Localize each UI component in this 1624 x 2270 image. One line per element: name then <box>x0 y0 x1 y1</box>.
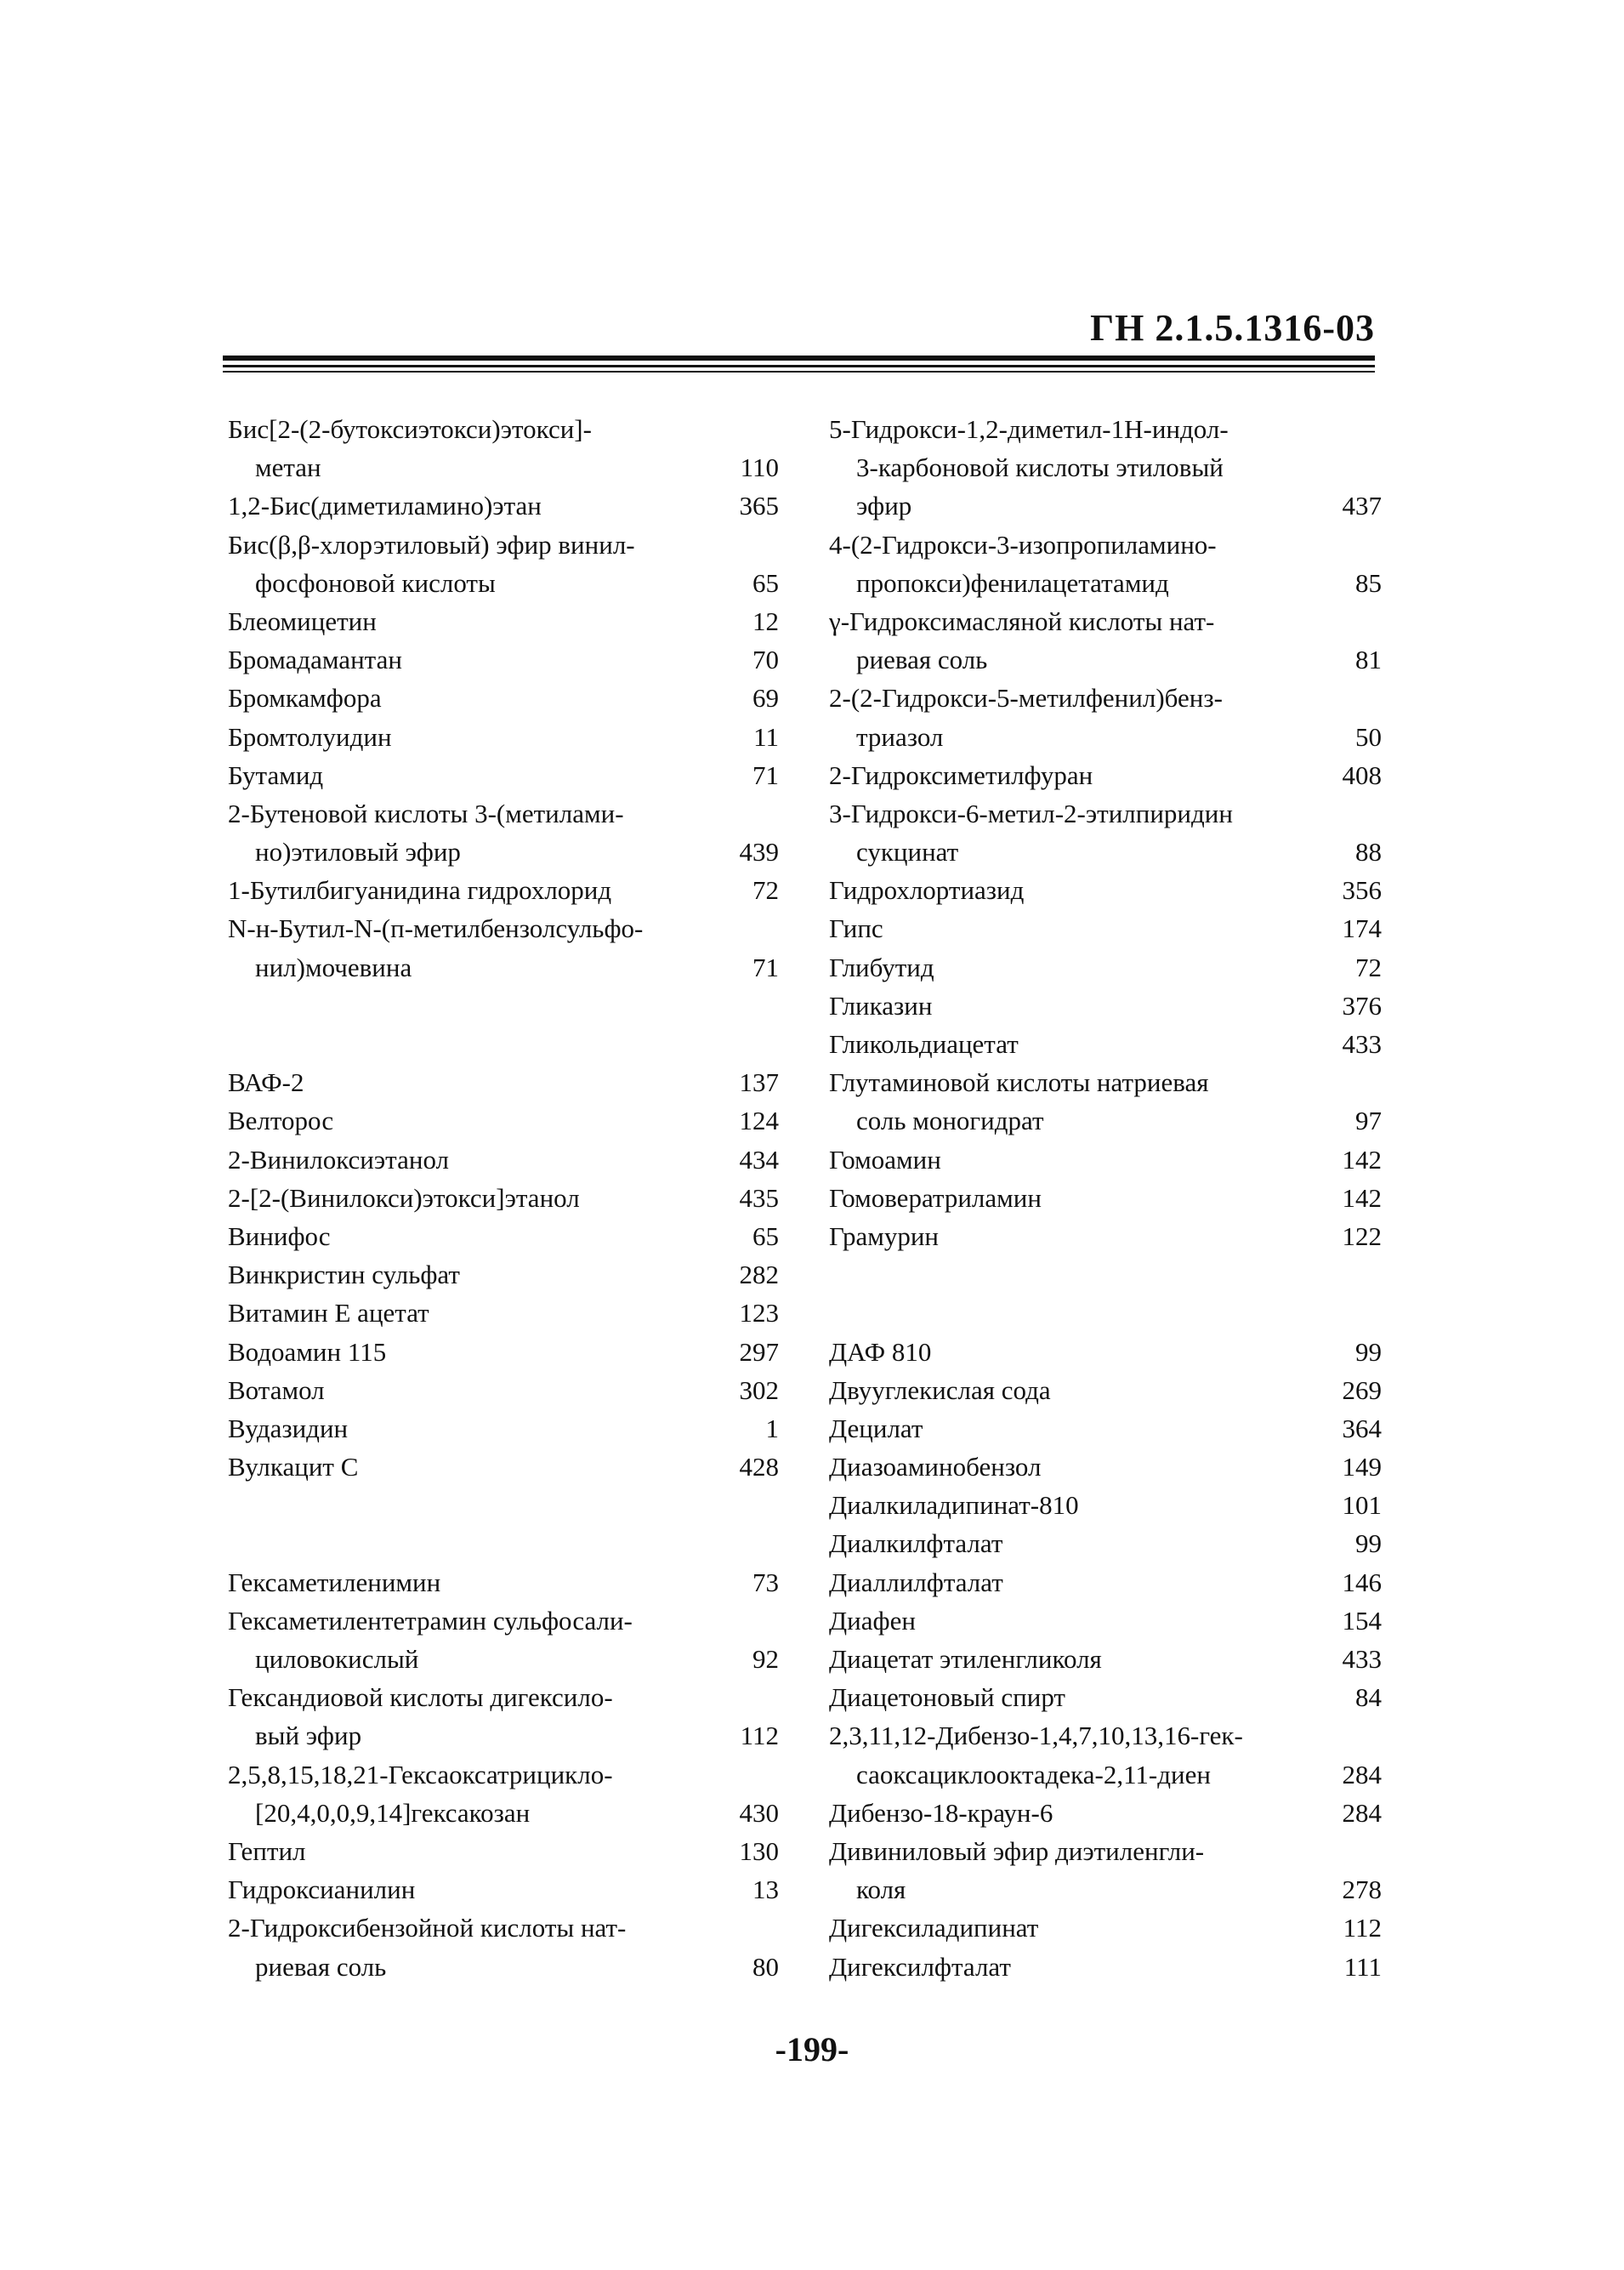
index-entry <box>228 1909 779 1985</box>
index-entry-line <box>829 718 1382 756</box>
index-term: Бис[2-(2-бутоксиэтокси)этокси]- <box>228 414 592 444</box>
index-entry <box>228 794 779 871</box>
index-entry-line <box>228 1755 779 1794</box>
index-entry <box>228 1063 779 1101</box>
index-entry-line <box>228 1101 779 1140</box>
index-term: 3-Гидрокси-6-метил-2-этилпиридин <box>829 798 1233 828</box>
index-page-number: 435 <box>739 1182 779 1213</box>
index-entry <box>829 1716 1382 1793</box>
index-entry <box>228 1563 779 1602</box>
index-entry <box>829 679 1382 755</box>
index-entry-line <box>829 1371 1382 1409</box>
index-page-number: 302 <box>739 1374 779 1405</box>
index-term: Дибензо-18-краун-6 <box>829 1797 1053 1828</box>
index-entry <box>228 679 779 717</box>
index-term: 1,2-Бис(диметиламино)этан <box>228 491 542 521</box>
index-term: Водоамин 115 <box>228 1336 387 1367</box>
index-entry <box>829 1333 1382 1371</box>
index-page-number: 430 <box>739 1797 779 1828</box>
index-term: Гексаметиленимин <box>228 1567 441 1597</box>
index-term: 2,3,11,12-Дибензо-1,4,7,10,13,16-гек- <box>829 1721 1243 1751</box>
index-term: Вудазидин <box>228 1413 349 1443</box>
index-page-number: 72 <box>752 875 779 906</box>
index-term: риевая соль <box>255 1951 387 1982</box>
index-entry <box>829 1640 1382 1678</box>
index-term: Гидрохлортиазид <box>829 875 1025 906</box>
index-term: метан <box>255 452 321 483</box>
index-term: Глибутид <box>829 952 934 982</box>
index-term: Витамин Е ацетат <box>228 1298 429 1328</box>
index-term: Диафен <box>829 1605 916 1636</box>
index-term: Бутамид <box>228 760 324 790</box>
index-page-number: 284 <box>1342 1759 1382 1789</box>
index-entry-line <box>829 1794 1382 1832</box>
index-term: коля <box>856 1875 906 1905</box>
index-entry-line <box>829 602 1382 640</box>
index-page-number: 72 <box>1355 952 1382 982</box>
index-entry-line <box>829 1448 1382 1486</box>
index-entry-line <box>829 1948 1382 1986</box>
index-page-number: 433 <box>1342 1029 1382 1059</box>
index-page-number: 85 <box>1355 567 1382 598</box>
index-entry <box>228 1448 779 1486</box>
index-entry <box>228 526 779 602</box>
index-term: Диацетоновый спирт <box>829 1682 1065 1713</box>
index-page-number: 122 <box>1342 1220 1382 1251</box>
index-page-number: 434 <box>739 1144 779 1175</box>
index-entry-line <box>228 1678 779 1716</box>
index-entry-line <box>829 909 1382 947</box>
index-entry <box>829 1179 1382 1217</box>
index-term: но)этиловый эфир <box>255 837 461 868</box>
index-entry-line <box>829 1217 1382 1255</box>
section-gap <box>829 1255 1382 1332</box>
index-page-number: 97 <box>1355 1106 1382 1136</box>
index-term: 2,5,8,15,18,21-Гексаоксатрицикло- <box>228 1759 613 1789</box>
index-term: [20,4,0,0,9,14]гексакозан <box>255 1797 531 1828</box>
index-term: Винифос <box>228 1220 331 1251</box>
index-page-number: 428 <box>739 1452 779 1482</box>
index-entry <box>228 1179 779 1217</box>
index-term: Дивиниловый эфир диэтиленгли- <box>829 1835 1205 1866</box>
index-term: 4-(2-Гидрокси-3-изопропиламино- <box>829 529 1217 560</box>
index-entry <box>228 1755 779 1832</box>
index-term: Гександиовой кислоты дигексило- <box>228 1682 613 1713</box>
index-entry <box>228 1832 779 1870</box>
index-entry-line <box>228 640 779 679</box>
index-entry-line <box>829 1101 1382 1140</box>
index-entry-line <box>829 1640 1382 1678</box>
index-entry <box>228 1602 779 1678</box>
index-entry-line <box>228 1294 779 1332</box>
index-page-number: 269 <box>1342 1374 1382 1405</box>
index-entry <box>829 602 1382 679</box>
index-entry-line <box>829 448 1382 486</box>
index-entry-line <box>829 871 1382 909</box>
index-entry <box>228 871 779 909</box>
index-term: 2-Бутеновой кислоты 3-(метилами- <box>228 798 624 828</box>
index-page-number: 146 <box>1342 1567 1382 1597</box>
index-term: сукцинат <box>856 837 959 868</box>
index-entry-line <box>228 1371 779 1409</box>
index-entry <box>829 1371 1382 1409</box>
index-entry-line <box>228 486 779 525</box>
index-page-number: 110 <box>740 452 779 483</box>
index-entry-line <box>829 1563 1382 1602</box>
index-entry-line <box>829 679 1382 717</box>
index-page-number: 142 <box>1342 1182 1382 1213</box>
index-term: Гидроксианилин <box>228 1875 416 1905</box>
index-term: Диазоаминобензол <box>829 1452 1042 1482</box>
index-entry <box>829 1063 1382 1140</box>
index-term: Блеомицетин <box>228 606 377 636</box>
index-entry-line <box>829 833 1382 871</box>
index-entry <box>228 1409 779 1448</box>
index-page-number: 101 <box>1342 1490 1382 1521</box>
index-term: γ-Гидроксимасляной кислоты нат- <box>829 606 1215 636</box>
index-entry <box>228 756 779 794</box>
index-page-number: 376 <box>1342 990 1382 1021</box>
index-page-number: 433 <box>1342 1644 1382 1675</box>
index-page-number: 408 <box>1342 760 1382 790</box>
index-entry <box>228 1333 779 1371</box>
index-page-number: 111 <box>1343 1951 1382 1982</box>
index-term: эфир <box>856 491 912 521</box>
index-term: ВАФ-2 <box>228 1067 304 1098</box>
index-entry-line <box>829 794 1382 833</box>
index-entry-line <box>829 1025 1382 1063</box>
index-term: Гликазин <box>829 990 933 1021</box>
index-entry-line <box>829 1063 1382 1101</box>
index-term: ДАФ 810 <box>829 1336 932 1367</box>
index-entry-line <box>228 833 779 871</box>
index-entry <box>829 1486 1382 1524</box>
index-entry <box>829 987 1382 1025</box>
index-page-number: 137 <box>739 1067 779 1098</box>
index-term: 2-Винилоксиэтанол <box>228 1144 450 1175</box>
index-page-number: 88 <box>1355 837 1382 868</box>
index-term: триазол <box>856 721 944 752</box>
index-entry-line <box>829 410 1382 448</box>
index-entry-line <box>228 526 779 564</box>
index-entry <box>829 1217 1382 1255</box>
index-entry <box>829 1524 1382 1562</box>
index-entry-line <box>228 1602 779 1640</box>
index-page-number: 1 <box>765 1413 779 1443</box>
index-entry-line <box>228 1063 779 1101</box>
index-entry <box>829 526 1382 602</box>
index-page-number: 71 <box>752 952 779 982</box>
index-term: Вотамол <box>228 1374 325 1405</box>
index-entry-line <box>228 1255 779 1294</box>
index-entry-line <box>829 1409 1382 1448</box>
index-entry <box>829 1563 1382 1602</box>
index-term: 2-(2-Гидрокси-5-метилфенил)бенз- <box>829 683 1223 714</box>
index-entry <box>228 640 779 679</box>
index-entry-line <box>829 1602 1382 1640</box>
index-page-number: 149 <box>1342 1452 1382 1482</box>
index-term: Гипс <box>829 913 883 944</box>
index-entry <box>228 1371 779 1409</box>
index-entry <box>228 410 779 486</box>
index-term: Гликольдиацетат <box>829 1029 1019 1059</box>
index-entry-line <box>228 1640 779 1678</box>
index-entry-line <box>228 602 779 640</box>
index-entry <box>228 718 779 756</box>
index-page-number: 80 <box>752 1951 779 1982</box>
index-page-number: 123 <box>739 1298 779 1328</box>
page-number: -199- <box>775 2030 849 2068</box>
index-column-right <box>829 410 1382 1986</box>
index-term: Бромкамфора <box>228 683 382 714</box>
index-entry-line <box>829 486 1382 525</box>
index-entry <box>829 871 1382 909</box>
index-page-number: 71 <box>752 760 779 790</box>
index-entry <box>228 1870 779 1909</box>
index-term: Гомоамин <box>829 1144 941 1175</box>
index-entry-line <box>829 1524 1382 1562</box>
index-term: Дигексиладипинат <box>829 1913 1039 1943</box>
index-page-number: 65 <box>752 1220 779 1251</box>
index-term: 2-Гидроксибензойной кислоты нат- <box>228 1913 627 1943</box>
index-term: Винкристин сульфат <box>228 1260 460 1290</box>
index-entry <box>829 1832 1382 1909</box>
index-term: циловокислый <box>255 1644 419 1675</box>
index-page-number: 356 <box>1342 875 1382 906</box>
index-entry-line <box>829 1755 1382 1794</box>
index-page-number: 364 <box>1342 1413 1382 1443</box>
index-entry <box>228 1294 779 1332</box>
index-page-number: 112 <box>740 1721 779 1751</box>
index-entry-line <box>829 1870 1382 1909</box>
index-entry-line <box>228 564 779 602</box>
index-page-number: 282 <box>739 1260 779 1290</box>
index-entry-line <box>228 718 779 756</box>
header-rule <box>223 356 1375 361</box>
index-page-number: 278 <box>1342 1875 1382 1905</box>
index-page-number: 69 <box>752 683 779 714</box>
index-entry <box>228 486 779 525</box>
index-page-number: 130 <box>739 1835 779 1866</box>
document-code: ГН 2.1.5.1316-03 <box>1090 307 1375 349</box>
index-page-number: 81 <box>1355 645 1382 675</box>
index-entry <box>228 1217 779 1255</box>
index-entry-line <box>829 564 1382 602</box>
section-gap <box>228 987 779 1063</box>
index-page-number: 13 <box>752 1875 779 1905</box>
index-entry-line <box>228 1409 779 1448</box>
index-entry-line <box>829 640 1382 679</box>
index-entry <box>228 1141 779 1179</box>
index-entry-line <box>228 1141 779 1179</box>
index-entry-line <box>228 871 779 909</box>
index-page-number: 84 <box>1355 1682 1382 1713</box>
index-entry <box>829 948 1382 987</box>
index-term: Грамурин <box>829 1220 940 1251</box>
index-page-number: 50 <box>1355 721 1382 752</box>
index-term: Гомовератриламин <box>829 1182 1042 1213</box>
index-term: Бромадамантан <box>228 645 402 675</box>
index-page-number: 65 <box>752 567 779 598</box>
index-entry-line <box>829 1909 1382 1947</box>
index-entry-line <box>829 948 1382 987</box>
index-entry <box>829 794 1382 871</box>
index-page-number: 284 <box>1342 1797 1382 1828</box>
index-entry-line <box>829 1716 1382 1755</box>
index-term: фосфоновой кислоты <box>255 567 496 598</box>
section-gap <box>228 1486 779 1562</box>
index-term: Диаллилфталат <box>829 1567 1003 1597</box>
index-entry-line <box>228 410 779 448</box>
index-entry-line <box>228 1794 779 1832</box>
index-term: соль моногидрат <box>856 1106 1044 1136</box>
index-page-number: 99 <box>1355 1336 1382 1367</box>
index-term: вый эфир <box>255 1721 362 1751</box>
index-entry <box>829 1909 1382 1947</box>
index-entry-line <box>829 1678 1382 1716</box>
index-entry <box>228 602 779 640</box>
index-entry-line <box>228 1179 779 1217</box>
index-entry <box>829 1678 1382 1716</box>
index-entry-line <box>829 526 1382 564</box>
index-term: Диалкилфталат <box>829 1528 1003 1559</box>
index-entry <box>829 1948 1382 1986</box>
index-entry <box>829 756 1382 794</box>
index-entry-line <box>228 1870 779 1909</box>
index-entry <box>228 909 779 986</box>
header-rule <box>223 365 1375 367</box>
index-term: 3-карбоновой кислоты этиловый <box>856 452 1224 483</box>
index-page-number: 437 <box>1342 491 1382 521</box>
index-entry <box>228 1678 779 1755</box>
index-page-number: 112 <box>1343 1913 1382 1943</box>
index-entry-line <box>228 448 779 486</box>
index-term: Велторос <box>228 1106 334 1136</box>
index-page-number: 12 <box>752 606 779 636</box>
index-term: пропокси)фенилацетатамид <box>856 567 1169 598</box>
index-page-number: 142 <box>1342 1144 1382 1175</box>
index-page-number: 154 <box>1342 1605 1382 1636</box>
index-term: Бромтолуидин <box>228 721 392 752</box>
index-term: Бис(β,β-хлорэтиловый) эфир винил- <box>228 529 635 560</box>
index-entry-line <box>829 1333 1382 1371</box>
index-term: 2-[2-(Винилокси)этокси]этанол <box>228 1182 580 1213</box>
index-term: Дигексилфталат <box>829 1951 1011 1982</box>
index-term: 1-Бутилбигуанидина гидрохлорид <box>228 875 612 906</box>
index-entry <box>829 1602 1382 1640</box>
index-entry-line <box>228 756 779 794</box>
index-entry <box>829 1409 1382 1448</box>
index-term: Диалкиладипинат-810 <box>829 1490 1079 1521</box>
index-entry-line <box>228 1563 779 1602</box>
index-entry <box>228 1101 779 1140</box>
index-term: 5-Гидрокси-1,2-диметил-1Н-индол- <box>829 414 1229 444</box>
index-entry-line <box>228 909 779 947</box>
index-page-number: 124 <box>739 1106 779 1136</box>
index-term: риевая соль <box>856 645 988 675</box>
index-term: Гептил <box>228 1835 306 1866</box>
index-entry-line <box>228 1832 779 1870</box>
index-column-left <box>228 410 779 1986</box>
index-page-number: 365 <box>739 491 779 521</box>
index-term: Вулкацит С <box>228 1452 359 1482</box>
index-entry <box>829 1025 1382 1063</box>
index-term: саоксациклооктадека-2,11-диен <box>856 1759 1211 1789</box>
index-page-number: 99 <box>1355 1528 1382 1559</box>
index-entry-line <box>228 1948 779 1986</box>
index-entry <box>829 909 1382 947</box>
index-term: Децилат <box>829 1413 923 1443</box>
index-entry-line <box>228 1448 779 1486</box>
index-term: Двууглекислая сода <box>829 1374 1051 1405</box>
index-page-number: 297 <box>739 1336 779 1367</box>
index-entry-line <box>228 948 779 987</box>
index-entry-line <box>228 1333 779 1371</box>
index-entry <box>829 1794 1382 1832</box>
header-rule <box>223 371 1375 373</box>
index-entry <box>829 410 1382 526</box>
index-entry-line <box>829 1141 1382 1179</box>
index-page-number: 92 <box>752 1644 779 1675</box>
index-page-number: 73 <box>752 1567 779 1597</box>
index-term: Гексаметилентетрамин сульфосали- <box>228 1605 633 1636</box>
index-page-number: 70 <box>752 645 779 675</box>
index-entry-line <box>228 1716 779 1755</box>
index-term: нил)мочевина <box>255 952 412 982</box>
index-entry-line <box>228 1909 779 1947</box>
index-entry <box>829 1141 1382 1179</box>
index-entry-line <box>829 756 1382 794</box>
index-entry-line <box>228 679 779 717</box>
index-entry-line <box>228 1217 779 1255</box>
index-entry <box>228 1255 779 1294</box>
index-page-number: 11 <box>753 721 779 752</box>
index-page-number: 174 <box>1342 913 1382 944</box>
index-entry-line <box>829 987 1382 1025</box>
index-entry-line <box>228 794 779 833</box>
index-entry-line <box>829 1832 1382 1870</box>
index-term: 2-Гидроксиметилфуран <box>829 760 1093 790</box>
index-term: Диацетат этиленгликоля <box>829 1644 1102 1675</box>
index-entry-line <box>829 1486 1382 1524</box>
index-term: N-н-Бутил-N-(п-метилбензолсульфо- <box>228 913 644 944</box>
index-term: Глутаминовой кислоты натриевая <box>829 1067 1209 1098</box>
index-page-number: 439 <box>739 837 779 868</box>
index-entry-line <box>829 1179 1382 1217</box>
index-entry <box>829 1448 1382 1486</box>
